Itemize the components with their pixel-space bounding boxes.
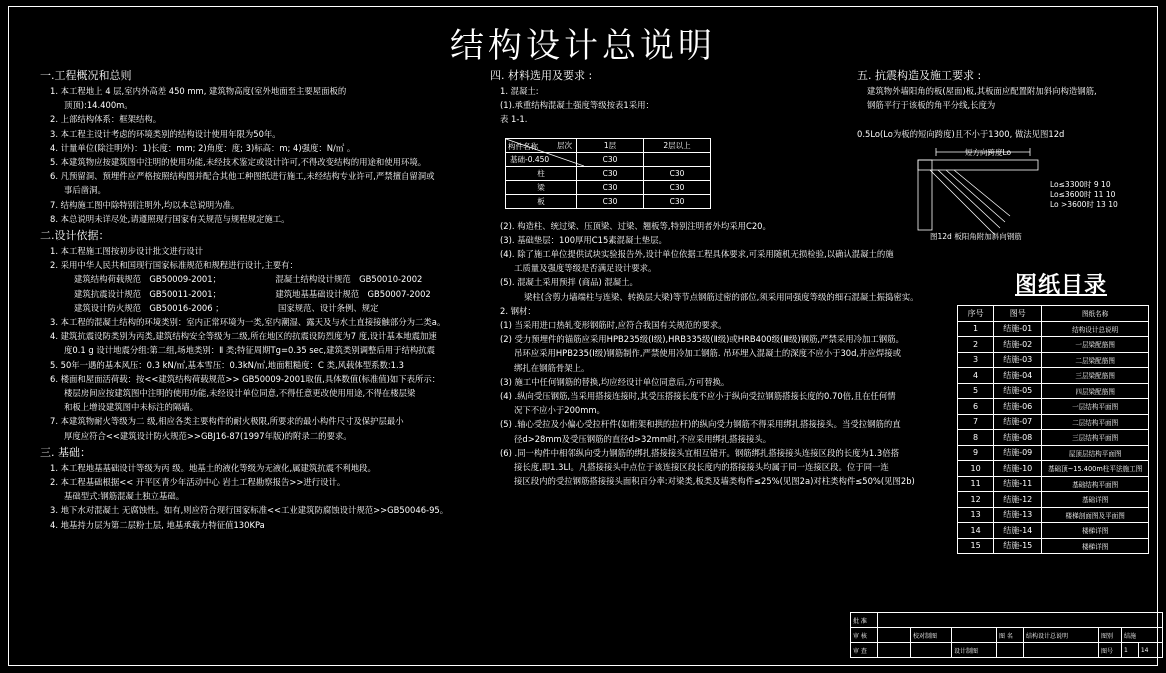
table-row <box>958 430 1149 446</box>
table-cell: 一层梁配筋图 <box>1042 337 1149 353</box>
text-line: 径d>28mm及受压钢筋的直径d>32mm时,不应采用绑扎搭接接头。 <box>514 433 772 444</box>
text-line: 2. 钢材： <box>500 305 536 316</box>
table-cell: 结施-13 <box>994 507 1042 523</box>
text-line: (1) 当采用进口热轧变形钢筋时,应符合我国有关规范的要求。 <box>500 320 727 331</box>
row-name: 板 <box>506 195 577 209</box>
diagram-caption: 图12d 板阳角附加斜向钢筋 <box>930 232 1022 241</box>
row-name: 梁 <box>506 181 577 195</box>
table-cell: 结施-14 <box>994 523 1042 539</box>
table-row <box>958 523 1149 539</box>
table-cell: 4 <box>958 368 994 384</box>
text-line: 工质量及强度等级是否满足设计要求。 <box>514 263 657 274</box>
header-cell: 序号 <box>958 306 994 322</box>
table-cell: 7 <box>958 414 994 430</box>
table-row <box>958 461 1149 477</box>
text-line: 6. 凡预留洞、预埋件应严格按照结构图并配合其他工种图纸进行施工,未经结构专业许可,严禁擅自留洞或 <box>50 171 435 182</box>
text-line: 3. 地下水对混凝土 无腐蚀性。如有,则应符合现行国家标准<<工业建筑防腐蚀设计规范>>GB50046-95。 <box>50 505 449 516</box>
found-label: 基础-0.450 <box>506 153 577 167</box>
text-line: 7. 本建筑物耐火等级为二 级,相应各类主要构件的耐火极限,所要求的最小构件尺寸及保护层最小 <box>50 416 404 427</box>
table-cell: 结施-11 <box>994 476 1042 492</box>
table-cell: 结施-10 <box>994 461 1042 477</box>
tb-cell: 设计制图 <box>952 643 997 658</box>
text-line: 2. 采用中华人民共和国现行国家标准规范和规程进行设计,主要有： <box>50 260 298 271</box>
text-line: 2. 上部结构体系：框架结构。 <box>50 114 162 125</box>
table-row <box>958 399 1149 415</box>
row-val: C30 <box>577 167 644 181</box>
text-line: (5). 混凝土采用预拌 (商品) 混凝土。 <box>500 277 638 288</box>
text-line: (3). 基础垫层：100厚用C15素混凝土垫层。 <box>500 234 667 245</box>
text-line: 厚度应符合<<建筑设计防火规范>>GBJ16-87(1997年版)的附录二的要求。 <box>64 430 352 441</box>
text-line: 4. 计量单位(除注明外)：1)长度：mm; 2)角度：度; 3)标高：m; 4)强度：N/㎡ 。 <box>50 142 356 153</box>
table-cell: 结施-07 <box>994 414 1042 430</box>
diagram-labels <box>1050 180 1118 210</box>
title-block <box>850 612 1163 658</box>
text-line: 钢筋平行于该板的角平分线,长度为 <box>867 100 996 111</box>
tb-cell: 批 准 <box>851 613 878 628</box>
concrete-grade-table <box>505 138 711 209</box>
text-line: 4. 地基持力层为第二层粉土层, 地基承载力特征值130KPa <box>50 519 265 530</box>
corner-left-label: 构件名称 <box>508 142 538 151</box>
drawing-list-title: 图纸目录 <box>1015 273 1108 298</box>
text-line: 7. 结构施工图中除特别注明外,均以本总说明为准。 <box>50 199 240 210</box>
text-line: 五. 抗震构造及施工要求 : <box>857 69 982 82</box>
diagram-label: Lo≤3300时 9 10 <box>1050 180 1111 189</box>
table-row <box>958 492 1149 508</box>
row-val: C30 <box>577 195 644 209</box>
table-cell: 结施-03 <box>994 352 1042 368</box>
text-line: 况下不应小于200mm。 <box>514 405 605 416</box>
table-cell: 基础顶~15.400m柱平法施工图 <box>1042 461 1149 477</box>
text-line: 5. 50年一遇的基本风压：0.3 kN/㎡,基本雪压：0.3kN/㎡,地面粗糙度：C 类,风载体型系数:1.3 <box>50 359 404 370</box>
text-line: 基础型式:钢筋混凝土独立基础。 <box>64 491 185 502</box>
tb-cell: 图别 <box>1099 628 1122 643</box>
table-row <box>958 383 1149 399</box>
diagram-label: Lo≤3600时 11 10 <box>1050 190 1116 199</box>
tb-cell: 图 名 <box>997 628 1024 643</box>
row-val: C30 <box>577 181 644 195</box>
header-cell: 图号 <box>994 306 1042 322</box>
tb-cell: 结构设计总说明 <box>1024 628 1099 643</box>
tb-cell: 结施 <box>1122 628 1163 643</box>
text-line: (1).承重结构混凝土强度等级按表1采用： <box>500 100 654 111</box>
table-cell: 楼梯剖面图及平面图 <box>1042 507 1149 523</box>
text-line: 绑扎在钢筋骨架上。 <box>514 362 590 373</box>
table-cell: 三层结构平面图 <box>1042 430 1149 446</box>
row-val: C30 <box>644 167 711 181</box>
table-row <box>958 352 1149 368</box>
table-cell: 8 <box>958 430 994 446</box>
corner-top-label: 层次 <box>557 141 572 150</box>
tb-cell: 图号 <box>1099 643 1122 658</box>
col-1f: 1层 <box>577 139 644 153</box>
table-row <box>958 445 1149 461</box>
text-line: 1. 本工程施工图按初步设计批文进行设计 <box>50 246 204 257</box>
table-row <box>958 337 1149 353</box>
text-line: 和板上增设建筑图中未标注的隔墙。 <box>64 402 198 413</box>
tb-cell: 审 核 <box>851 628 878 643</box>
diagram-label: Lo >3600时 13 10 <box>1050 200 1118 209</box>
tb-cell: 1 <box>1122 643 1139 658</box>
text-line: 三. 基础： <box>40 445 91 459</box>
text-line: 一.工程概况和总则 <box>40 69 132 82</box>
section-seismic <box>857 66 1147 141</box>
table-cell: 14 <box>958 523 994 539</box>
table-cell: 5 <box>958 383 994 399</box>
table-cell: 楼梯详图 <box>1042 523 1149 539</box>
table-row <box>958 476 1149 492</box>
section-general <box>40 66 485 532</box>
table-cell: 结施-04 <box>994 368 1042 384</box>
table-cell: 四层梁配筋图 <box>1042 383 1149 399</box>
table-cell: 结施-01 <box>994 321 1042 337</box>
text-line <box>857 112 1147 126</box>
text-line: 接长度,即1.3Ll。凡搭接接头中点位于该连接区段长度内的搭接接头均属于同一连接区段。位于同一连 <box>514 462 889 473</box>
text-line: (2). 构造柱、统过梁、压顶梁、过梁、翘板等,特别注明者外均采用C20。 <box>500 220 771 231</box>
table-cell: 6 <box>958 399 994 415</box>
text-line: 1. 混凝土: <box>500 86 539 96</box>
table-cell: 结构设计总说明 <box>1042 321 1149 337</box>
table-row <box>958 414 1149 430</box>
header-cell: 图纸名称 <box>1042 306 1149 322</box>
table-cell: 楼梯详图 <box>1042 538 1149 554</box>
text-line: 度0.1 g 设计地震分组:第二组,场地类别：Ⅱ 类;特征周期Tg=0.35 sec,建筑类别调整后用于结构抗震 <box>64 345 435 356</box>
drawing-list-table <box>957 305 1149 554</box>
table-cell: 屋顶层结构平面图 <box>1042 445 1149 461</box>
text-line: (3) 施工中任何钢筋的替换,均应经设计单位同意后,方可替换。 <box>500 376 730 387</box>
tb-cell: 14 <box>1138 643 1162 658</box>
text-line: 吊环应采用HPB235(Ⅰ级)钢筋制作,严禁使用冷加工钢筋. 吊环埋入混凝土的深度不应小于30d,并应焊接或 <box>514 348 901 359</box>
text-line: 事后凿洞。 <box>64 185 106 196</box>
table-corner-cell <box>506 139 577 153</box>
table-cell: 15 <box>958 538 994 554</box>
text-line: 6. 楼面和屋面活荷载：按<<建筑结构荷载规范>> GB50009-2001取值,具体数值(标准值)如下表所示： <box>50 373 441 384</box>
text-line: 表 1-1. <box>500 114 528 125</box>
table-cell: 二层梁配筋图 <box>1042 352 1149 368</box>
table-cell: 结施-15 <box>994 538 1042 554</box>
table-cell: 结施-12 <box>994 492 1042 508</box>
text-line: 3. 本工程的混凝土结构的环境类别：室内正常环境为一类,室内潮湿、露天及与水土直接接触部分为二类a。 <box>50 317 446 328</box>
span-label: 短方向跨度Lo <box>965 148 1012 157</box>
table-row <box>958 538 1149 554</box>
text-line: 1. 本工程地基基础设计等级为丙 级。地基土的液化等级为无液化,属建筑抗震不利地段。 <box>50 462 376 473</box>
text-line: (2) 受力预埋件的锚筋应采用HPB235级(Ⅰ级),HRB335级(Ⅱ级)或HRB400级(Ⅲ级)钢筋,严禁采用冷加工钢筋。 <box>500 334 904 345</box>
text-line: 3. 本工程主设计考虑的环境类别的结构设计使用年限为50年。 <box>50 128 281 139</box>
text-line: 顶顶):14.400m。 <box>64 100 133 111</box>
text-line: 接区段内的受拉钢筋搭接接头面积百分率:对梁类,板类及墙类构件≤25%(见图2a)对柱类构件≤50%(见图2b) <box>514 476 915 487</box>
table-cell: 结施-09 <box>994 445 1042 461</box>
row-val: C30 <box>644 181 711 195</box>
table-cell: 结施-02 <box>994 337 1042 353</box>
text-line: (5) .轴心受拉及小偏心受拉杆件(如桁架和拱的拉杆)的纵向受力钢筋不得采用绑扎搭接接头。当受拉钢筋的直 <box>500 419 901 430</box>
text-line: 0.5Lo(Lo为板的短向跨度)且不小于1300, 做法见图12d <box>857 128 1065 139</box>
tb-cell <box>878 613 1163 628</box>
table-cell: 基础详图 <box>1042 492 1149 508</box>
found-value: C30 <box>577 153 644 167</box>
text-line: 8. 本总说明未详尽处,请遵照现行国家有关规范与规程规定施工。 <box>50 213 290 224</box>
text-line: 楼层房间应按建筑图中注明的使用功能,未经设计单位同意,不得任意更改使用用途,不得在楼层梁 <box>64 388 416 399</box>
table-cell: 二层结构平面图 <box>1042 414 1149 430</box>
table-cell: 3 <box>958 352 994 368</box>
table-cell: 9 <box>958 445 994 461</box>
text-line: 建筑物外墙阳角的板(屋面)板,其板面应配置附加斜向构造钢筋, <box>867 86 1097 96</box>
table-row <box>958 321 1149 337</box>
text-line: (4). 除了施工单位提供试块实验报告外,设计单位依据工程具体要求,可采用随机无损检验,以确认混凝土的施 <box>500 249 894 260</box>
row-val: C30 <box>644 195 711 209</box>
text-line: 建筑抗震设计规范 GB50011-2001； 建筑地基基础设计规范 GB50007-2002 <box>74 288 431 299</box>
text-line: (6) .同一构件中相邻纵向受力钢筋的绑扎搭接接头宜相互错开。钢筋绑扎搭接接头连接区段的长度为1.3倍搭 <box>500 447 900 458</box>
table-cell: 2 <box>958 337 994 353</box>
table-cell: 基础结构平面图 <box>1042 476 1149 492</box>
table-cell: 10 <box>958 461 994 477</box>
text-line: 梁柱(含剪力墙端柱与连梁、转换层大梁)等节点钢筋过密的部位,须采用同强度等级的细石混凝土振捣密实。 <box>524 291 919 302</box>
tb-cell: 校对制图 <box>911 628 952 643</box>
text-line: 5. 本建筑物应按建筑图中注明的使用功能,未经技术鉴定或设计许可,不得改变结构的用途和使用环境。 <box>50 157 427 168</box>
table-cell: 结施-06 <box>994 399 1042 415</box>
text-line: 4. 建筑抗震设防类别为丙类,建筑结构安全等级为二级,所在地区的抗震设防烈度为7 度,设计基本地震加速 <box>50 331 437 342</box>
text-line: 2. 本工程基础根据<< 开平区青少年活动中心 岩土工程勘察报告>>进行设计。 <box>50 477 346 488</box>
text-line: 建筑设计防火规范 GB50016-2006 ； 国家规范、设计条例、规定 <box>74 302 379 313</box>
table-cell: 13 <box>958 507 994 523</box>
table-cell: 11 <box>958 476 994 492</box>
text-line: 建筑结构荷载规范 GB50009-2001； 混凝土结构设计规范 GB50010-2002 <box>74 274 423 285</box>
table-cell: 一层结构平面图 <box>1042 399 1149 415</box>
text-line: 四. 材料选用及要求 : <box>490 69 593 82</box>
table-cell: 结施-05 <box>994 383 1042 399</box>
table-row <box>958 368 1149 384</box>
table-cell: 1 <box>958 321 994 337</box>
text-line: 1. 本工程地上 4 层,室内外高差 450 mm, 建筑物高度(室外地面至主要屋面板的 <box>50 86 347 96</box>
text-line: (4) .纵向受压钢筋,当采用搭接连接时,其受压搭接长度不应小于纵向受拉钢筋搭接长度的0.70倍,且在任何情 <box>500 391 896 402</box>
row-name: 柱 <box>506 167 577 181</box>
table-cell: 三层梁配筋图 <box>1042 368 1149 384</box>
page-title: 结构设计总说明 <box>450 26 716 66</box>
table-cell: 12 <box>958 492 994 508</box>
tb-cell: 审 查 <box>851 643 878 658</box>
table-cell: 结施-08 <box>994 430 1042 446</box>
text-line: 二.设计依据： <box>40 229 110 243</box>
col-2f: 2层以上 <box>644 139 711 153</box>
table-row <box>958 507 1149 523</box>
